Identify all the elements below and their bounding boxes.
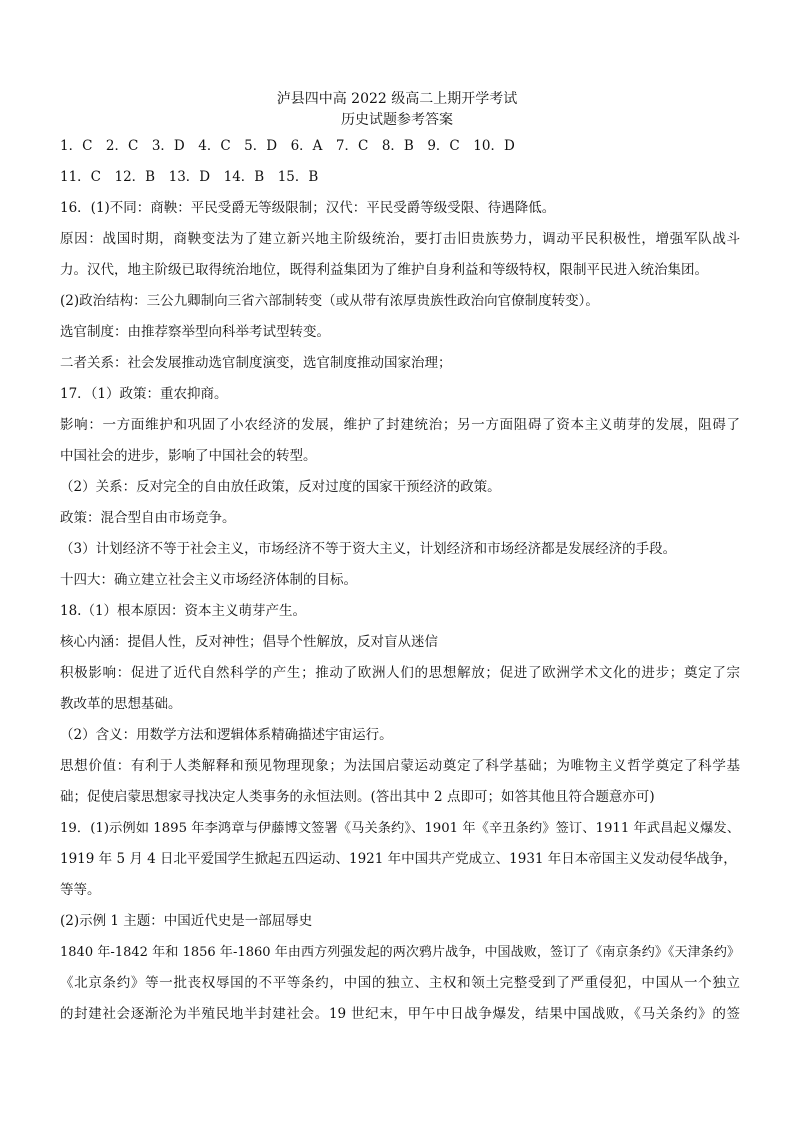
answer-line: 18.（1）根本原因：资本主义萌芽产生。 xyxy=(60,603,307,619)
answer-line: （2）关系：反对完全的自由放任政策，反对过度的国家干预经济的政策。 xyxy=(60,479,501,495)
answer-line-mc-2: 11．C 12．B 13．D 14．B 15．B xyxy=(60,169,319,185)
answer-line: (2)示例 1 主题：中国近代史是一部屈辱史 xyxy=(60,913,313,929)
answer-line: 二者关系：社会发展推动选官制度演变，选官制度推动国家治理； xyxy=(60,355,452,371)
answer-line: 16．(1)不同：商鞅：平民受爵无等级限制；汉代：平民受爵等级受限、待遇降低。 xyxy=(60,200,556,216)
answer-line: 选官制度：由推荐察举型向科举考试型转变。 xyxy=(60,324,330,340)
answer-line-mc-1: 1．C 2．C 3．D 4．C 5．D 6．A 7．C 8．B 9．C 10．D xyxy=(60,138,515,154)
answer-line: 核心内涵：提倡人性，反对神性；倡导个性解放，反对盲从迷信 xyxy=(60,634,438,650)
answer-line: 教改革的思想基础。 xyxy=(60,696,182,712)
answer-line: 的封建社会逐渐沦为半殖民地半封建社会。19 世纪末，甲午中日战争爆发，结果中国战败，《马关条约》的签 xyxy=(60,1006,740,1022)
answer-line: 等等。 xyxy=(60,882,101,898)
answer-line: （3）计划经济不等于社会主义，市场经济不等于资大主义，计划经济和市场经济都是发展经济的手段。 xyxy=(60,541,677,557)
answer-line: 思想价值：有利于人类解释和预见物理现象；为法国启蒙运动奠定了科学基础；为唯物主义哲学奠定了科学基 xyxy=(60,758,740,774)
page-subtitle: 历史试题参考答案 xyxy=(341,112,453,128)
answer-content xyxy=(60,131,740,1030)
answer-line: 1840 年-1842 年和 1856 年-1860 年由西方列强发起的两次鸦片战争，中国战败，签订了《南京条约》《天津条约》 xyxy=(60,945,740,960)
answer-line: 19．(1)示例如 1895 年李鸿章与伊藤博文签署《马关条约》、1901 年《辛丑条约》签订、1911 年武昌起义爆发、 xyxy=(60,821,740,836)
answer-line: 力。汉代，地主阶级已取得统治地位，既得利益集团为了维护自身利益和等级特权，限制平民进入统治集团。 xyxy=(60,262,708,278)
answer-line: 《北京条约》等一批丧权辱国的不平等条约，中国的独立、主权和领土完整受到了严重侵犯，中国从一个独立 xyxy=(60,975,740,991)
answer-line: 政策：混合型自由市场竞争。 xyxy=(60,510,236,526)
answer-line: 础；促使启蒙思想家寻找决定人类事务的永恒法则。(答出其中 2 点即可；如答其他且符合题意亦可) xyxy=(60,789,655,805)
answer-line: 中国社会的进步，影响了中国社会的转型。 xyxy=(60,448,317,464)
answer-line: (2)政治结构：三公九卿制向三省六部制转变（或从带有浓厚贵族性政治向官僚制度转变）。 xyxy=(60,293,599,309)
answer-line: （2）含义：用数学方法和逻辑体系精确描述宇宙运行。 xyxy=(60,727,393,743)
answer-line: 17．（1）政策：重农抑商。 xyxy=(60,386,228,402)
page-title: 泸县四中高 2022 级高二上期开学考试 xyxy=(276,91,518,107)
answer-line: 影响：一方面维护和巩固了小农经济的发展，维护了封建统治；另一方面阻碍了资本主义萌芽的发展，阻碍了 xyxy=(60,417,740,433)
answer-line: 原因：战国时期，商鞅变法为了建立新兴地主阶级统治，要打击旧贵族势力，调动平民积极性，增强军队战斗 xyxy=(60,231,740,247)
answer-line: 积极影响：促进了近代自然科学的产生；推动了欧洲人们的思想解放；促进了欧洲学术文化的进步；奠定了宗 xyxy=(60,665,740,681)
answer-line: 1919 年 5 月 4 日北平爱国学生掀起五四运动、1921 年中国共产党成立、1931 年日本帝国主义发动侵华战争， xyxy=(60,851,737,867)
answer-line: 十四大：确立建立社会主义市场经济体制的目标。 xyxy=(60,572,357,588)
